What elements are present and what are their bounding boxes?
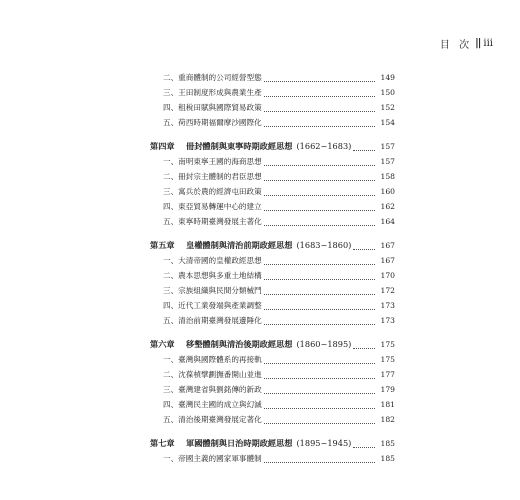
toc-entry [150, 253, 395, 268]
chapter-page-number: 157 [380, 142, 395, 151]
toc-entry [150, 214, 395, 229]
dot-leader [264, 392, 375, 394]
entry-page-number: 172 [380, 286, 395, 295]
chapter-page-number: 167 [380, 241, 395, 250]
toc-entry [150, 367, 395, 382]
dot-leader [264, 323, 375, 325]
toc-entry [150, 199, 395, 214]
toc-entry [150, 169, 395, 184]
header-page-number: iii [483, 38, 493, 49]
dot-leader [264, 293, 375, 295]
entry-label: 二、冊封宗主體制的君臣思想 [163, 172, 262, 181]
entry-label: 四、臺灣民主國的成立與幻滅 [163, 400, 262, 409]
entry-label: 四、近代工業發端與產業調整 [163, 301, 262, 310]
chapter-title: 軍國體制與日治時期政經思想 [186, 438, 293, 448]
dot-leader [264, 362, 375, 364]
toc-entry [150, 382, 395, 397]
chapter-number: 第四章 [150, 141, 175, 151]
dot-leader [264, 209, 375, 211]
entry-page-number: 162 [380, 202, 395, 211]
entry-label: 三、宗族組織與民間分類械鬥 [163, 286, 262, 295]
toc-entry [150, 184, 395, 199]
toc-entry [150, 313, 395, 328]
entry-page-number: 185 [380, 454, 395, 463]
entry-page-number: 164 [380, 217, 395, 226]
toc-entry [150, 397, 395, 412]
chapter-years: (1683~1860) [296, 240, 352, 250]
entry-page-number: 152 [380, 103, 395, 112]
chapter-number: 第六章 [150, 339, 175, 349]
chapter-number: 第五章 [150, 240, 175, 250]
entry-label: 二、重商體制的公司經營型態 [163, 73, 262, 82]
dot-leader [353, 347, 375, 349]
chapter-title: 冊封體制與東寧時期政經思想 [186, 141, 293, 151]
entry-page-number: 150 [380, 88, 395, 97]
entry-label: 二、農本思想與多重土地結構 [163, 271, 262, 280]
entry-page-number: 149 [380, 73, 395, 82]
dot-leader [264, 308, 375, 310]
entry-label: 三、王田制度形成與農業生產 [163, 88, 262, 97]
chapter-years: (1895~1945) [296, 438, 352, 448]
dot-leader [264, 224, 375, 226]
toc-entry [150, 268, 395, 283]
toc-entry [150, 352, 395, 367]
entry-label: 五、荷西時期福爾摩沙國際化 [163, 118, 262, 127]
dot-leader [264, 164, 375, 166]
section-gap [150, 328, 395, 337]
entry-label: 一、臺灣與國際體系的再接軌 [163, 355, 262, 364]
dot-leader [264, 377, 375, 379]
section-gap [150, 229, 395, 238]
dot-leader [264, 422, 375, 424]
entry-label: 五、清治前期臺灣發展邊陲化 [163, 316, 262, 325]
entry-label: 五、東寧時期臺灣發展主著化 [163, 217, 262, 226]
entry-page-number: 179 [380, 385, 395, 394]
chapter-years: (1860~1895) [296, 339, 352, 349]
toc-entry [150, 298, 395, 313]
dot-leader [264, 80, 375, 82]
dot-leader [353, 248, 375, 250]
toc-entry [150, 85, 395, 100]
toc-entry [150, 115, 395, 130]
table-of-contents [150, 70, 395, 466]
entry-label: 二、沈葆楨擘劃撫番開山並進 [163, 370, 262, 379]
dot-leader [264, 125, 375, 127]
toc-entry [150, 412, 395, 427]
chapter-heading [150, 337, 395, 352]
entry-page-number: 160 [380, 187, 395, 196]
entry-label: 四、租稅田賦與國際貿易政策 [163, 103, 262, 112]
running-header [440, 36, 493, 51]
toc-entry [150, 100, 395, 115]
entry-page-number: 154 [380, 118, 395, 127]
entry-page-number: 177 [380, 370, 395, 379]
dot-leader [264, 179, 375, 181]
dot-leader [264, 95, 375, 97]
entry-page-number: 158 [380, 172, 395, 181]
header-separator: || [475, 38, 481, 49]
entry-label: 五、清治後期臺灣發展定著化 [163, 415, 262, 424]
chapter-page-number: 175 [380, 340, 395, 349]
chapter-heading [150, 139, 395, 154]
entry-label: 一、帝國主義的國家軍事體制 [163, 454, 262, 463]
section-gap [150, 427, 395, 436]
entry-label: 三、寓兵於農的經濟屯田政策 [163, 187, 262, 196]
entry-label: 一、南明東寧王國的海商思想 [163, 157, 262, 166]
dot-leader [264, 194, 375, 196]
entry-page-number: 173 [380, 316, 395, 325]
dot-leader [264, 110, 375, 112]
entry-label: 四、東亞貿易轉運中心的建立 [163, 202, 262, 211]
section-gap [150, 130, 395, 139]
entry-page-number: 173 [380, 301, 395, 310]
chapter-heading [150, 436, 395, 451]
dot-leader [264, 461, 375, 463]
entry-label: 一、大清帝國的皇權政經思想 [163, 256, 262, 265]
header-title: 目 次 [439, 40, 473, 51]
dot-leader [264, 407, 375, 409]
toc-entry [150, 283, 395, 298]
chapter-heading [150, 238, 395, 253]
dot-leader [353, 446, 375, 448]
chapter-title: 皇權體制與清治前期政經思想 [186, 240, 293, 250]
toc-entry [150, 451, 395, 466]
chapter-number: 第七章 [150, 438, 175, 448]
chapter-title: 移墾體制與清治後期政經思想 [186, 339, 293, 349]
entry-page-number: 181 [380, 400, 395, 409]
entry-label: 三、臺灣建省與劉銘傳的新政 [163, 385, 262, 394]
dot-leader [264, 263, 375, 265]
entry-page-number: 175 [380, 355, 395, 364]
toc-entry [150, 154, 395, 169]
dot-leader [353, 149, 375, 151]
entry-page-number: 182 [380, 415, 395, 424]
dot-leader [264, 278, 375, 280]
entry-page-number: 157 [380, 157, 395, 166]
chapter-years: (1662~1683) [296, 141, 352, 151]
entry-page-number: 167 [380, 256, 395, 265]
entry-page-number: 170 [380, 271, 395, 280]
toc-entry [150, 70, 395, 85]
chapter-page-number: 185 [380, 439, 395, 448]
